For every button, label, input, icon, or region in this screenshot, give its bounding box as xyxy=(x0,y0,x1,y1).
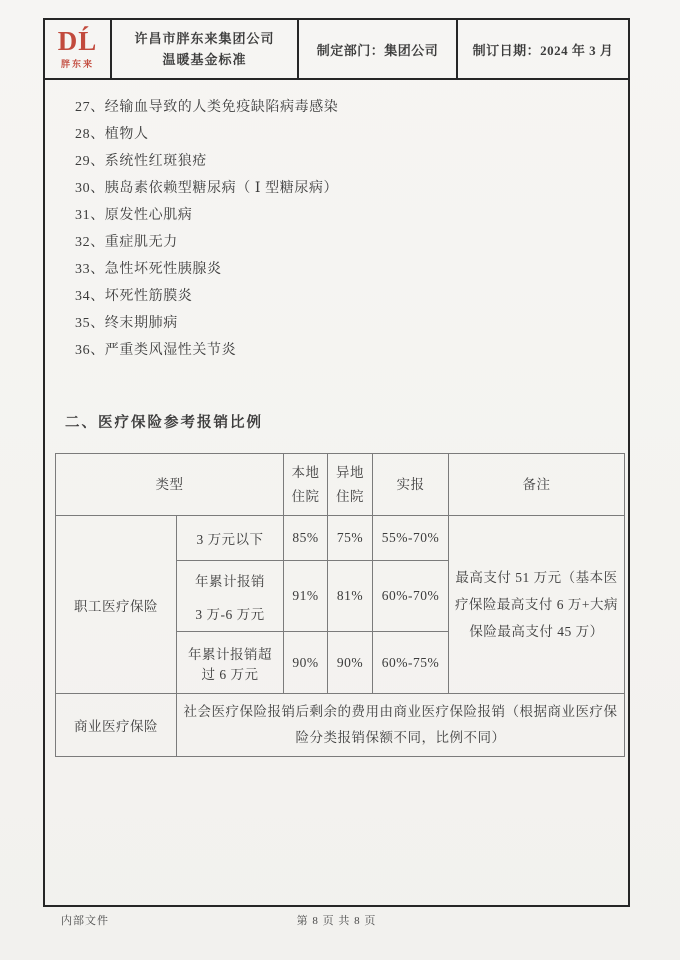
list-item: 28、植物人 xyxy=(75,127,149,142)
tier-under-30k: 3 万元以下 xyxy=(177,516,284,561)
commercial-insurance-text: 社会医疗保险报销后剩余的费用由商业医疗保险报销（根据商业医疗保险分类报销保额不同，比例不同） xyxy=(177,694,625,757)
document-title-line2: 温暖基金标准 xyxy=(162,52,247,67)
list-item: 33、急性坏死性胰腺炎 xyxy=(75,262,222,277)
list-item: 29、系统性红斑狼疮 xyxy=(75,154,207,169)
document-page xyxy=(43,18,630,907)
document-header xyxy=(45,20,628,80)
col-header-remote-hospitalization: 异地住院 xyxy=(328,454,373,516)
page-footer xyxy=(43,908,630,932)
document-title xyxy=(112,20,299,78)
remote-pct: 75% xyxy=(328,516,373,561)
list-item: 34、坏死性筋膜炎 xyxy=(75,289,193,304)
list-item: 30、胰岛素依赖型糖尿病（ Ⅰ 型糖尿病） xyxy=(75,181,339,196)
table-row xyxy=(56,694,625,757)
list-item: 31、原发性心肌病 xyxy=(75,208,193,223)
tier-30k-60k-line2: 3 万-6 万元 xyxy=(195,606,265,622)
logo-company-name: 胖东来 xyxy=(60,59,94,69)
internal-document-label: 内部文件 xyxy=(61,915,109,927)
col-header-type: 类型 xyxy=(56,454,284,516)
table-row xyxy=(56,516,625,561)
local-pct: 85% xyxy=(284,516,328,561)
col-header-local-hospitalization: 本地住院 xyxy=(284,454,328,516)
page-number: 第 8 页 共 8 页 xyxy=(296,915,377,927)
reimbursement-table xyxy=(55,453,625,757)
section-title: 二、医疗保险参考报销比例 xyxy=(65,415,263,431)
table-header-row xyxy=(56,454,625,516)
actual-pct: 55%-70% xyxy=(373,516,449,561)
col-header-note: 备注 xyxy=(449,454,625,516)
local-pct: 90% xyxy=(284,632,328,694)
employee-insurance-label: 职工医疗保险 xyxy=(56,516,177,694)
remote-pct: 90% xyxy=(328,632,373,694)
actual-pct: 60%-75% xyxy=(373,632,449,694)
tier-30k-60k-line1: 年累计报销 xyxy=(195,573,265,589)
list-item: 36、严重类风湿性关节炎 xyxy=(75,343,237,358)
document-title-line1: 许昌市胖东来集团公司 xyxy=(134,30,275,46)
tier-over-60k: 年累计报销超过 6 万元 xyxy=(177,632,284,694)
company-logo xyxy=(45,20,112,78)
logo-dl-mark: DĹ xyxy=(57,26,98,56)
remote-pct: 81% xyxy=(328,561,373,632)
list-item: 27、经输血导致的人类免疫缺陷病毒感染 xyxy=(75,100,339,115)
local-pct: 91% xyxy=(284,561,328,632)
actual-pct: 60%-70% xyxy=(373,561,449,632)
employee-insurance-note: 最高支付 51 万元（基本医疗保险最高支付 6 万+大病保险最高支付 45 万） xyxy=(449,516,625,694)
list-item: 35、终末期肺病 xyxy=(75,316,178,331)
tier-30k-60k xyxy=(177,561,284,632)
issue-date: 制订日期：2024 年 3 月 xyxy=(472,42,614,58)
issuing-department: 制定部门：集团公司 xyxy=(299,20,458,78)
list-item: 32、重症肌无力 xyxy=(75,235,178,250)
commercial-insurance-label: 商业医疗保险 xyxy=(56,694,177,757)
disease-list xyxy=(45,80,628,364)
col-header-actual-reimbursed: 实报 xyxy=(373,454,449,516)
